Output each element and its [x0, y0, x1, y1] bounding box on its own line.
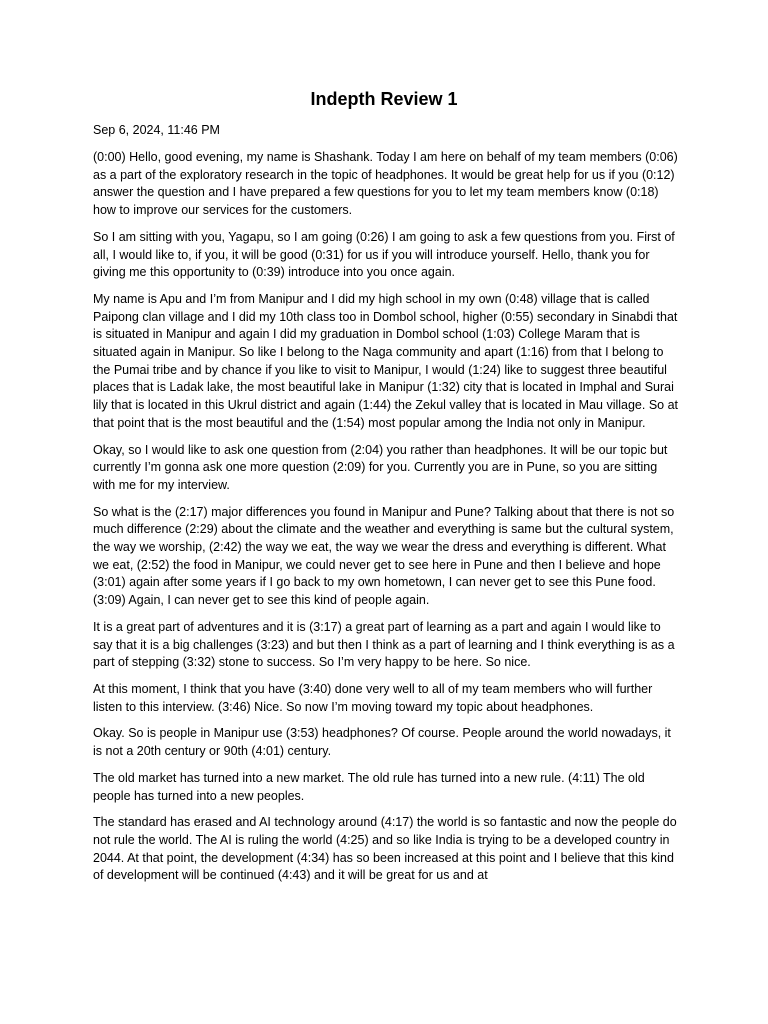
document-date: Sep 6, 2024, 11:46 PM [93, 123, 220, 137]
transcript-paragraph: Okay. So is people in Manipur use (3:53) headphones? Of course. People around the world nowadays, it is not a 20th century or 90th (4:01) century. [93, 726, 671, 759]
transcript-paragraph: It is a great part of adventures and it is (3:17) a great part of learning as a part and again I would like to say that it is a big challenges (3:23) and but then I think as a part of learning and I think everything is as a part of stepping (3:32) stone to success. So I’m very happy to be here. So nice. [93, 619, 675, 670]
transcript-paragraph: Okay, so I would like to ask one question from (2:04) you rather than headphones. It will be our topic but currently I’m gonna ask one more question (2:09) for you. Currently you are in Pune, so you are sitting with me for my interview. [93, 442, 668, 492]
transcript-paragraph: My name is Apu and I’m from Manipur and I did my high school in my own (0:48) village that is called Paipong clan village and I did my 10th class too in Dombol school, higher (0:55) secondary in Sinabdi that is situated in Manipur and again I did my graduation in Dombol school (1:03) College Maram that is situated again in Manipur. So like I belong to the Naga community and apart (1:16) from that I belong to the Pumai tribe and by chance if you like to visit to Manipur, I would (1:24) like to suggest three beautiful places that is Ladak lake, the most beautiful lake in Manipur (1:32) city that is located in Imphal and Surai lily that is located in this Ukrul district and again (1:44) the Zekul valley that is located in Mau village. So at that point that is the most beautiful and the (1:54) most popular among the India not only in Manipur. [93, 291, 679, 430]
transcript-paragraph: So I am sitting with you, Yagapu, so I am going (0:26) I am going to ask a few questions from you. First of all, I would like to, if you, it will be good (0:31) for us if you will introduce yourself. Hello, thank you for giving me this opportunity to (0:39) introduce into you once again. [93, 229, 675, 280]
transcript-body [93, 149, 678, 894]
transcript-paragraph: So what is the (2:17) major differences you found in Manipur and Pune? Talking about that there is not so much difference (2:29) about the climate and the weather and everything is same but the cultural system, the way we worship, (2:42) the way we eat, the way we wear the dress and everything is different. What we eat, (2:52) the food in Manipur, we could never get to see here in Pune and then I believe and hope (3:01) again after some years if I go back to my own hometown, I can never get to see this Pune food. (3:09) Again, I can never get to see this kind of people again. [93, 504, 675, 608]
transcript-paragraph: The old market has turned into a new market. The old rule has turned into a new rule. (4:11) The old people has turned into a new peoples. [93, 770, 645, 803]
document-title: Indepth Review 1 [310, 89, 458, 109]
transcript-paragraph: At this moment, I think that you have (3:40) done very well to all of my team members who will further listen to this interview. (3:46) Nice. So now I’m moving toward my topic about headphones. [93, 681, 653, 714]
transcript-paragraph: The standard has erased and AI technology around (4:17) the world is so fantastic and now the people do not rule the world. The AI is ruling the world (4:25) and so like India is trying to be a developed country in 2044. At that point, the development (4:34) has so been increased at this point and I believe that this kind of development will be continued (4:43) and it will be great for us and at [93, 815, 677, 883]
transcript-paragraph: (0:00) Hello, good evening, my name is Shashank. Today I am here on behalf of my team members (0:06) as a part of the exploratory research in the topic of headphones. It would be great help for us if you (0:12) answer the question and I have prepared a few questions for you to let my team members know (0:18) how to improve our services for the customers. [93, 150, 678, 218]
